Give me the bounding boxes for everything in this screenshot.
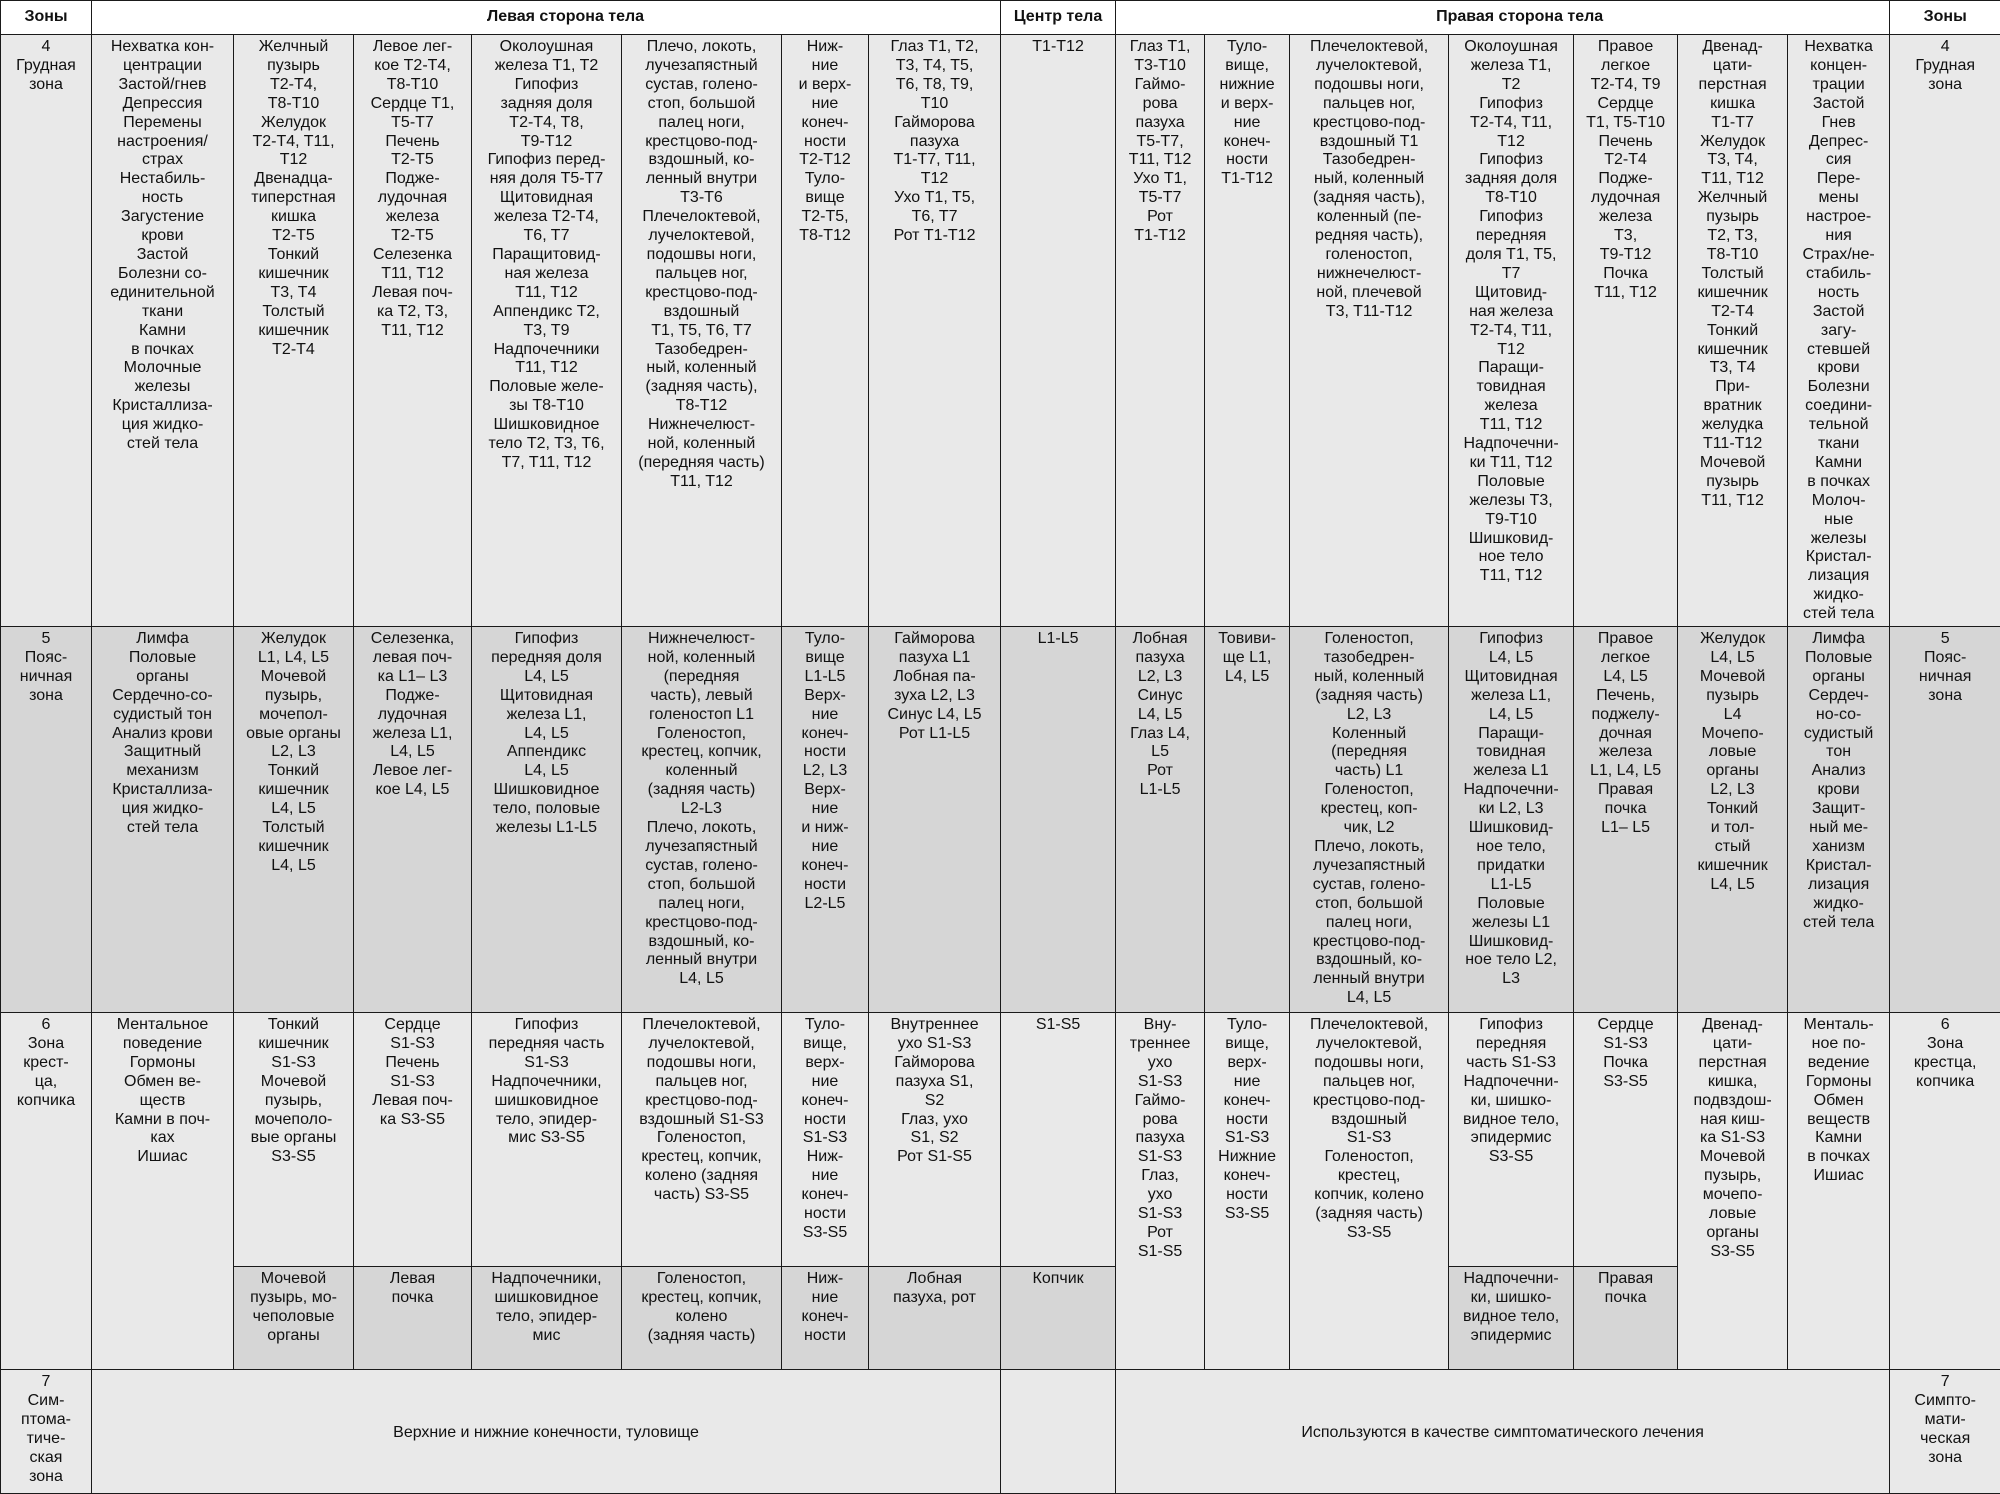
table-cell: Сердце S1-S3 Почка S3-S5 xyxy=(1574,1013,1678,1267)
zone-label-left: 4 Грудная зона xyxy=(1,35,92,627)
table-row-zone-4 xyxy=(1,35,2000,627)
header-center: Центр тела xyxy=(1001,1,1116,35)
table-cell: Гипофиз передняя доля L4, L5 Щитовидная железа L1, L4, L5 Аппендикс L4, L5 Шишковидное тело, половые железы L1-L5 xyxy=(472,627,622,1013)
table-row-zone-6 xyxy=(1,1013,2000,1267)
table-cell: Околоушная железа T1, T2 Гипофиз задняя доля T2-T4, T8, T9-T12 Гипофиз перед- няя доля T5-T7 Щитовидная железа T2-T4, T6, T7 Паращитовид- ная железа T11, T12 Аппендикс T2, T3, T9 Надпочечники T11, T12 Половые желе- зы T8-T10 Шишковидное тело T2, T3, T6, T7, T11, T12 xyxy=(472,35,622,627)
table-cell: Плечелоктевой, лучелоктевой, подошвы ноги, пальцев ног, крестцово-под- вздошный S1-S3 Голеностоп, крестец, копчик, колено (задняя часть) S3-S5 xyxy=(1290,1013,1449,1370)
table-cell: Левая почка xyxy=(354,1267,472,1370)
table-cell: Ниж- ние и верх- ние конеч- ности T2-T12 Туло- вище T2-T5, T8-T12 xyxy=(782,35,869,627)
table-cell: Двенад- цати- перстная кишка, подвздош- ная киш- ка S1-S3 Мочевой пузырь, мочепо- ловые органы S3-S5 xyxy=(1678,1013,1788,1370)
table-cell-center: Копчик xyxy=(1001,1267,1116,1370)
header-right-side: Правая сторона тела xyxy=(1116,1,1890,35)
header-left-side: Левая сторона тела xyxy=(92,1,1001,35)
table-cell: Плечо, локоть, лучезапястный сустав, голено- стоп, большой палец ноги, крестцово-под- вздошный, ко- ленный внутри T3-T6 Плечелоктевой, лучелоктевой, подошвы ноги, пальцев ног, крестцово-под- вздошный T1, T5, T6, T7 Тазобедрен- ный, коленный (задняя часть), T8-T12 Нижнечелюст- ной, коленный (передняя часть) T11, T12 xyxy=(622,35,782,627)
table-row-zone-5 xyxy=(1,627,2000,1013)
table-cell: Двенад- цати- перстная кишка T1-T7 Желудок T3, T4, T11, T12 Желчный пузырь T2, T3, T8-T10 Толстый кишечник T2-T4 Тонкий кишечник T3, T4 При- вратник желудка T11-T12 Мочевой пузырь T11, T12 xyxy=(1678,35,1788,627)
header-zones-left: Зоны xyxy=(1,1,92,35)
table-cell-center: L1-L5 xyxy=(1001,627,1116,1013)
zone-label-left: 6 Зона крест- ца, копчика xyxy=(1,1013,92,1370)
table-cell: Туло- вище, нижние и верх- ние конеч- ности T1-T12 xyxy=(1205,35,1290,627)
table-cell: Вну- треннее ухо S1-S3 Гаймо- рова пазуха S1-S3 Глаз, ухо S1-S3 Рот S1-S5 xyxy=(1116,1013,1205,1370)
table-row-zone-7 xyxy=(1,1370,2000,1494)
table-cell: Гипофиз передняя часть S1-S3 Надпочечники, шишковидное тело, эпидер- мис S3-S5 xyxy=(472,1013,622,1267)
table-cell: Левое лег- кое T2-T4, T8-T10 Сердце T1, T5-T7 Печень T2-T5 Подже- лудочная железа T2-T5 Селезенка T11, T12 Левая поч- ка T2, T3, T11, T12 xyxy=(354,35,472,627)
table-cell-center: T1-T12 xyxy=(1001,35,1116,627)
symptomatic-center xyxy=(1001,1370,1116,1494)
table-cell: Ментальное поведение Гормоны Обмен ве- ществ Камни в поч- ках Ишиас xyxy=(92,1013,234,1370)
zone-label-right: 7 Симпто- мати- ческая зона xyxy=(1890,1370,2000,1494)
table-cell: Мочевой пузырь, мо- чеполовые органы xyxy=(234,1267,354,1370)
table-cell: Околоушная железа T1, T2 Гипофиз T2-T4, T11, T12 Гипофиз задняя доля T8-T10 Гипофиз передняя доля T1, T5, T7 Щитовид- ная железа T2-T4, T11, T12 Паращи- товидная железа T11, T12 Надпочечни- ки T11, T12 Половые железы T3, T9-T10 Шишковид- ное тело T11, T12 xyxy=(1449,35,1574,627)
table-cell: Желчный пузырь T2-T4, T8-T10 Желудок T2-T4, T11, T12 Двенадца- типерстная кишка T2-T5 Тонкий кишечник T3, T4 Толстый кишечник T2-T4 xyxy=(234,35,354,627)
table-cell: Голеностоп, крестец, копчик, колено (задняя часть) xyxy=(622,1267,782,1370)
table-cell: Туло- вище L1-L5 Верх- ние конеч- ности L2, L3 Верх- ние и ниж- ние конеч- ности L2-L5 xyxy=(782,627,869,1013)
table-cell: Лимфа Половые органы Сердеч- но-со- судистый тон Анализ крови Защит- ный ме- ханизм Кристал- лизация жидко- стей тела xyxy=(1788,627,1890,1013)
symptomatic-left-text: Верхние и нижние конечности, туловище xyxy=(92,1370,1001,1494)
zone-label-left: 5 Пояс- ничная зона xyxy=(1,627,92,1013)
table-cell: Лобная пазуха, рот xyxy=(869,1267,1001,1370)
header-row xyxy=(1,1,2000,35)
table-cell: Правое легкое L4, L5 Печень, поджелу- дочная железа L1, L4, L5 Правая почка L1– L5 xyxy=(1574,627,1678,1013)
table-cell: Тонкий кишечник S1-S3 Мочевой пузырь, мочеполо- вые органы S3-S5 xyxy=(234,1013,354,1267)
table-cell: Голеностоп, тазобедрен- ный, коленный (задняя часть) L2, L3 Коленный (передняя часть) L1 Голеностоп, крестец, коп- чик, L2 Плечо, локоть, лучезапястный сустав, голено- стоп, большой палец ноги, крестцово-под- вздошный, ко- ленный внутри L4, L5 xyxy=(1290,627,1449,1013)
table-cell: Нижнечелюст- ной, коленный (передняя часть), левый голеностоп L1 Голеностоп, крестец, копчик, коленный (задняя часть) L2-L3 Плечо, локоть, лучезапястный сустав, голено- стоп, большой палец ноги, крестцово-под- вздошный, ко- ленный внутри L4, L5 xyxy=(622,627,782,1013)
table-cell: Глаз T1, T3-T10 Гаймо- рова пазуха T5-T7, T11, T12 Ухо T1, T5-T7 Рот T1-T12 xyxy=(1116,35,1205,627)
table-cell: Менталь- ное по- ведение Гормоны Обмен веществ Камни в почках Ишиас xyxy=(1788,1013,1890,1370)
table-cell: Правое легкое T2-T4, T9 Сердце T1, T5-T10 Печень T2-T4 Подже- лудочная железа T3, T9-T12 Почка T11, T12 xyxy=(1574,35,1678,627)
header-zones-right: Зоны xyxy=(1890,1,2000,35)
table-cell: Правая почка xyxy=(1574,1267,1678,1370)
zone-label-right: 4 Грудная зона xyxy=(1890,35,2000,627)
table-cell: Надпочечни- ки, шишко- видное тело, эпидермис xyxy=(1449,1267,1574,1370)
table-cell: Туло- вище, верх- ние конеч- ности S1-S3 Нижние конеч- ности S3-S5 xyxy=(1205,1013,1290,1370)
table-cell: Желудок L4, L5 Мочевой пузырь L4 Мочепо- ловые органы L2, L3 Тонкий и тол- стый кишечник L4, L5 xyxy=(1678,627,1788,1013)
table-cell: Гипофиз L4, L5 Щитовидная железа L1, L4, L5 Паращи- товидная железа L1 Надпочечни- ки L2, L3 Шишковид- ное тело, придатки L1-L5 Половые железы L1 Шишковид- ное тело L2, L3 xyxy=(1449,627,1574,1013)
table-cell: Желудок L1, L4, L5 Мочевой пузырь, мочепол- овые органы L2, L3 Тонкий кишечник L4, L5 Толстый кишечник L4, L5 xyxy=(234,627,354,1013)
table-cell: Глаз T1, T2, T3, T4, T5, T6, T8, T9, T10 Гайморова пазуха T1-T7, T11, T12 Ухо T1, T5, T6, T7 Рот T1-T12 xyxy=(869,35,1001,627)
table-cell: Лимфа Половые органы Сердечно-со- судистый тон Анализ крови Защитный механизм Кристаллиза- ция жидко- стей тела xyxy=(92,627,234,1013)
table-cell: Ниж- ние конеч- ности xyxy=(782,1267,869,1370)
table-cell: Нехватка кон- центрации Застой/гнев Депрессия Перемены настроения/ страх Нестабиль- ность Загустение крови Застой Болезни со- единительной ткани Камни в почках Молочные железы Кристаллиза- ция жидко- стей тела xyxy=(92,35,234,627)
table-cell: Гипофиз передняя часть S1-S3 Надпочечни- ки, шишко- видное тело, эпидермис S3-S5 xyxy=(1449,1013,1574,1267)
table-cell: Плечелоктевой, лучелоктевой, подошвы ноги, пальцев ног, крестцово-под- вздошный S1-S3 Голеностоп, крестец, копчик, колено (задняя часть) S3-S5 xyxy=(622,1013,782,1267)
table-cell: Сердце S1-S3 Печень S1-S3 Левая поч- ка S3-S5 xyxy=(354,1013,472,1267)
table-cell: Товиви- ще L1, L4, L5 xyxy=(1205,627,1290,1013)
table-cell: Надпочечники, шишковидное тело, эпидер- мис xyxy=(472,1267,622,1370)
table-cell: Внутреннее ухо S1-S3 Гайморова пазуха S1, S2 Глаз, ухо S1, S2 Рот S1-S5 xyxy=(869,1013,1001,1267)
zone-label-right: 5 Пояс- ничная зона xyxy=(1890,627,2000,1013)
zone-label-left: 7 Сим- птома- тиче- ская зона xyxy=(1,1370,92,1494)
table-cell: Селезенка, левая поч- ка L1– L3 Подже- лудочная железа L1, L4, L5 Левое лег- кое L4, L5 xyxy=(354,627,472,1013)
table-cell: Нехватка концен- трации Застой Гнев Депрес- сия Пере- мены настрое- ния Страх/не- стабиль- ность Застой загу- стевшей крови Болезни соедини- тельной ткани Камни в почках Молоч- ные железы Кристал- лизация жидко- стей тела xyxy=(1788,35,1890,627)
table-cell-center: S1-S5 xyxy=(1001,1013,1116,1267)
table-cell: Гайморова пазуха L1 Лобная па- зуха L2, L3 Синус L4, L5 Рот L1-L5 xyxy=(869,627,1001,1013)
table-cell: Туло- вище, верх- ние конеч- ности S1-S3 Ниж- ние конеч- ности S3-S5 xyxy=(782,1013,869,1267)
symptomatic-right-text: Используются в качестве симптоматического лечения xyxy=(1116,1370,1890,1494)
zone-label-right: 6 Зона крестца, копчика xyxy=(1890,1013,2000,1370)
table-cell: Лобная пазуха L2, L3 Синус L4, L5 Глаз L4, L5 Рот L1-L5 xyxy=(1116,627,1205,1013)
table-cell: Плечелоктевой, лучелоктевой, подошвы ноги, пальцев ног, крестцово-под- вздошный T1 Тазобедрен- ный, коленный (задняя часть), коленный (пе- редняя часть), голеностоп, нижнечелюст- ной, плечевой T3, T11-T12 xyxy=(1290,35,1449,627)
